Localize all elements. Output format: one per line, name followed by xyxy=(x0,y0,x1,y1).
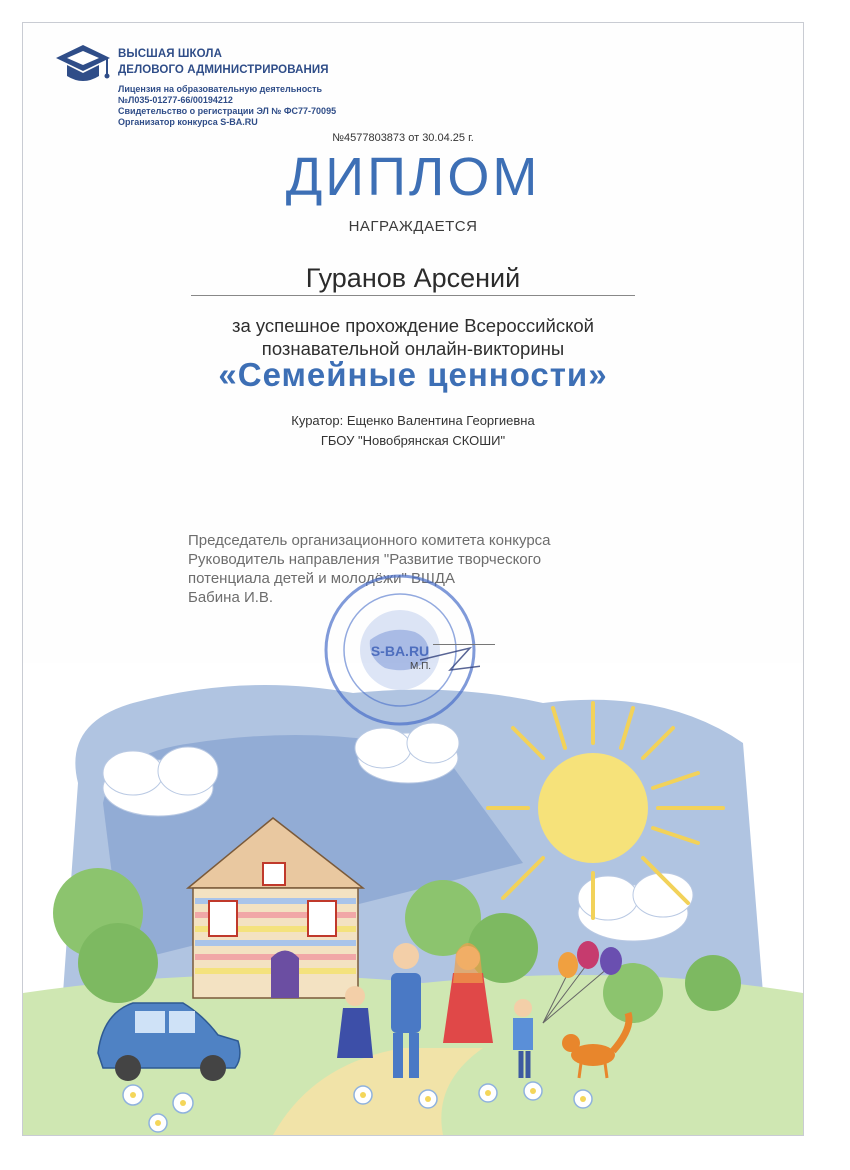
signature-line xyxy=(433,644,495,645)
org-name-line1: ВЫСШАЯ ШКОЛА xyxy=(118,48,222,60)
diploma-sheet xyxy=(22,22,804,1136)
signature-line3: потенциала детей и молодёжи" ВШДА xyxy=(188,570,455,587)
award-reason xyxy=(23,314,803,360)
diploma-title: ДИПЛОМ xyxy=(285,147,541,207)
stamp-domain: S-BA.RU xyxy=(370,643,430,659)
reason-line1: за успешное прохождение Всероссийской xyxy=(231,315,595,336)
family-drawing xyxy=(23,663,803,1135)
awarded-label: НАГРАЖДАЕТСЯ xyxy=(348,218,478,235)
official-stamp-icon xyxy=(320,570,480,730)
curator-block xyxy=(23,411,803,451)
seal-placeholder-label: М.П. xyxy=(410,661,432,672)
license-line1: Лицензия на образовательную деятельность xyxy=(118,84,323,94)
signature-line1: Председатель организационного комитета конкурса xyxy=(188,532,551,549)
org-name xyxy=(118,46,438,78)
reason-line2: познавательной онлайн-викторины xyxy=(261,338,565,359)
signatory-name: Бабина И.В. xyxy=(188,589,274,606)
org-name-line2: ДЕЛОВОГО АДМИНИСТРИРОВАНИЯ xyxy=(118,64,329,76)
curator-name: Куратор: Ещенко Валентина Георгиевна xyxy=(291,413,535,428)
diploma-number-row xyxy=(23,132,803,144)
registration-certificate: Свидетельство о регистрации ЭЛ № ФС77-70095 xyxy=(118,106,337,116)
diploma-number: №4577803873 от 30.04.25 г. xyxy=(332,132,474,144)
organizer: Организатор конкурса S-BA.RU xyxy=(118,117,258,127)
signature-line2: Руководитель направления "Развитие творческого xyxy=(188,551,542,568)
recipient-name: Гуранов Арсений xyxy=(305,263,521,293)
org-details xyxy=(118,84,438,128)
recipient-underline xyxy=(191,295,635,296)
graduation-cap-logo-icon xyxy=(55,43,111,89)
school-name: ГБОУ "Новобрянская СКОШИ" xyxy=(320,433,506,448)
quiz-title: «Семейные ценности» xyxy=(218,356,608,393)
license-line2: №Л035-01277-66/00194212 xyxy=(118,95,233,105)
